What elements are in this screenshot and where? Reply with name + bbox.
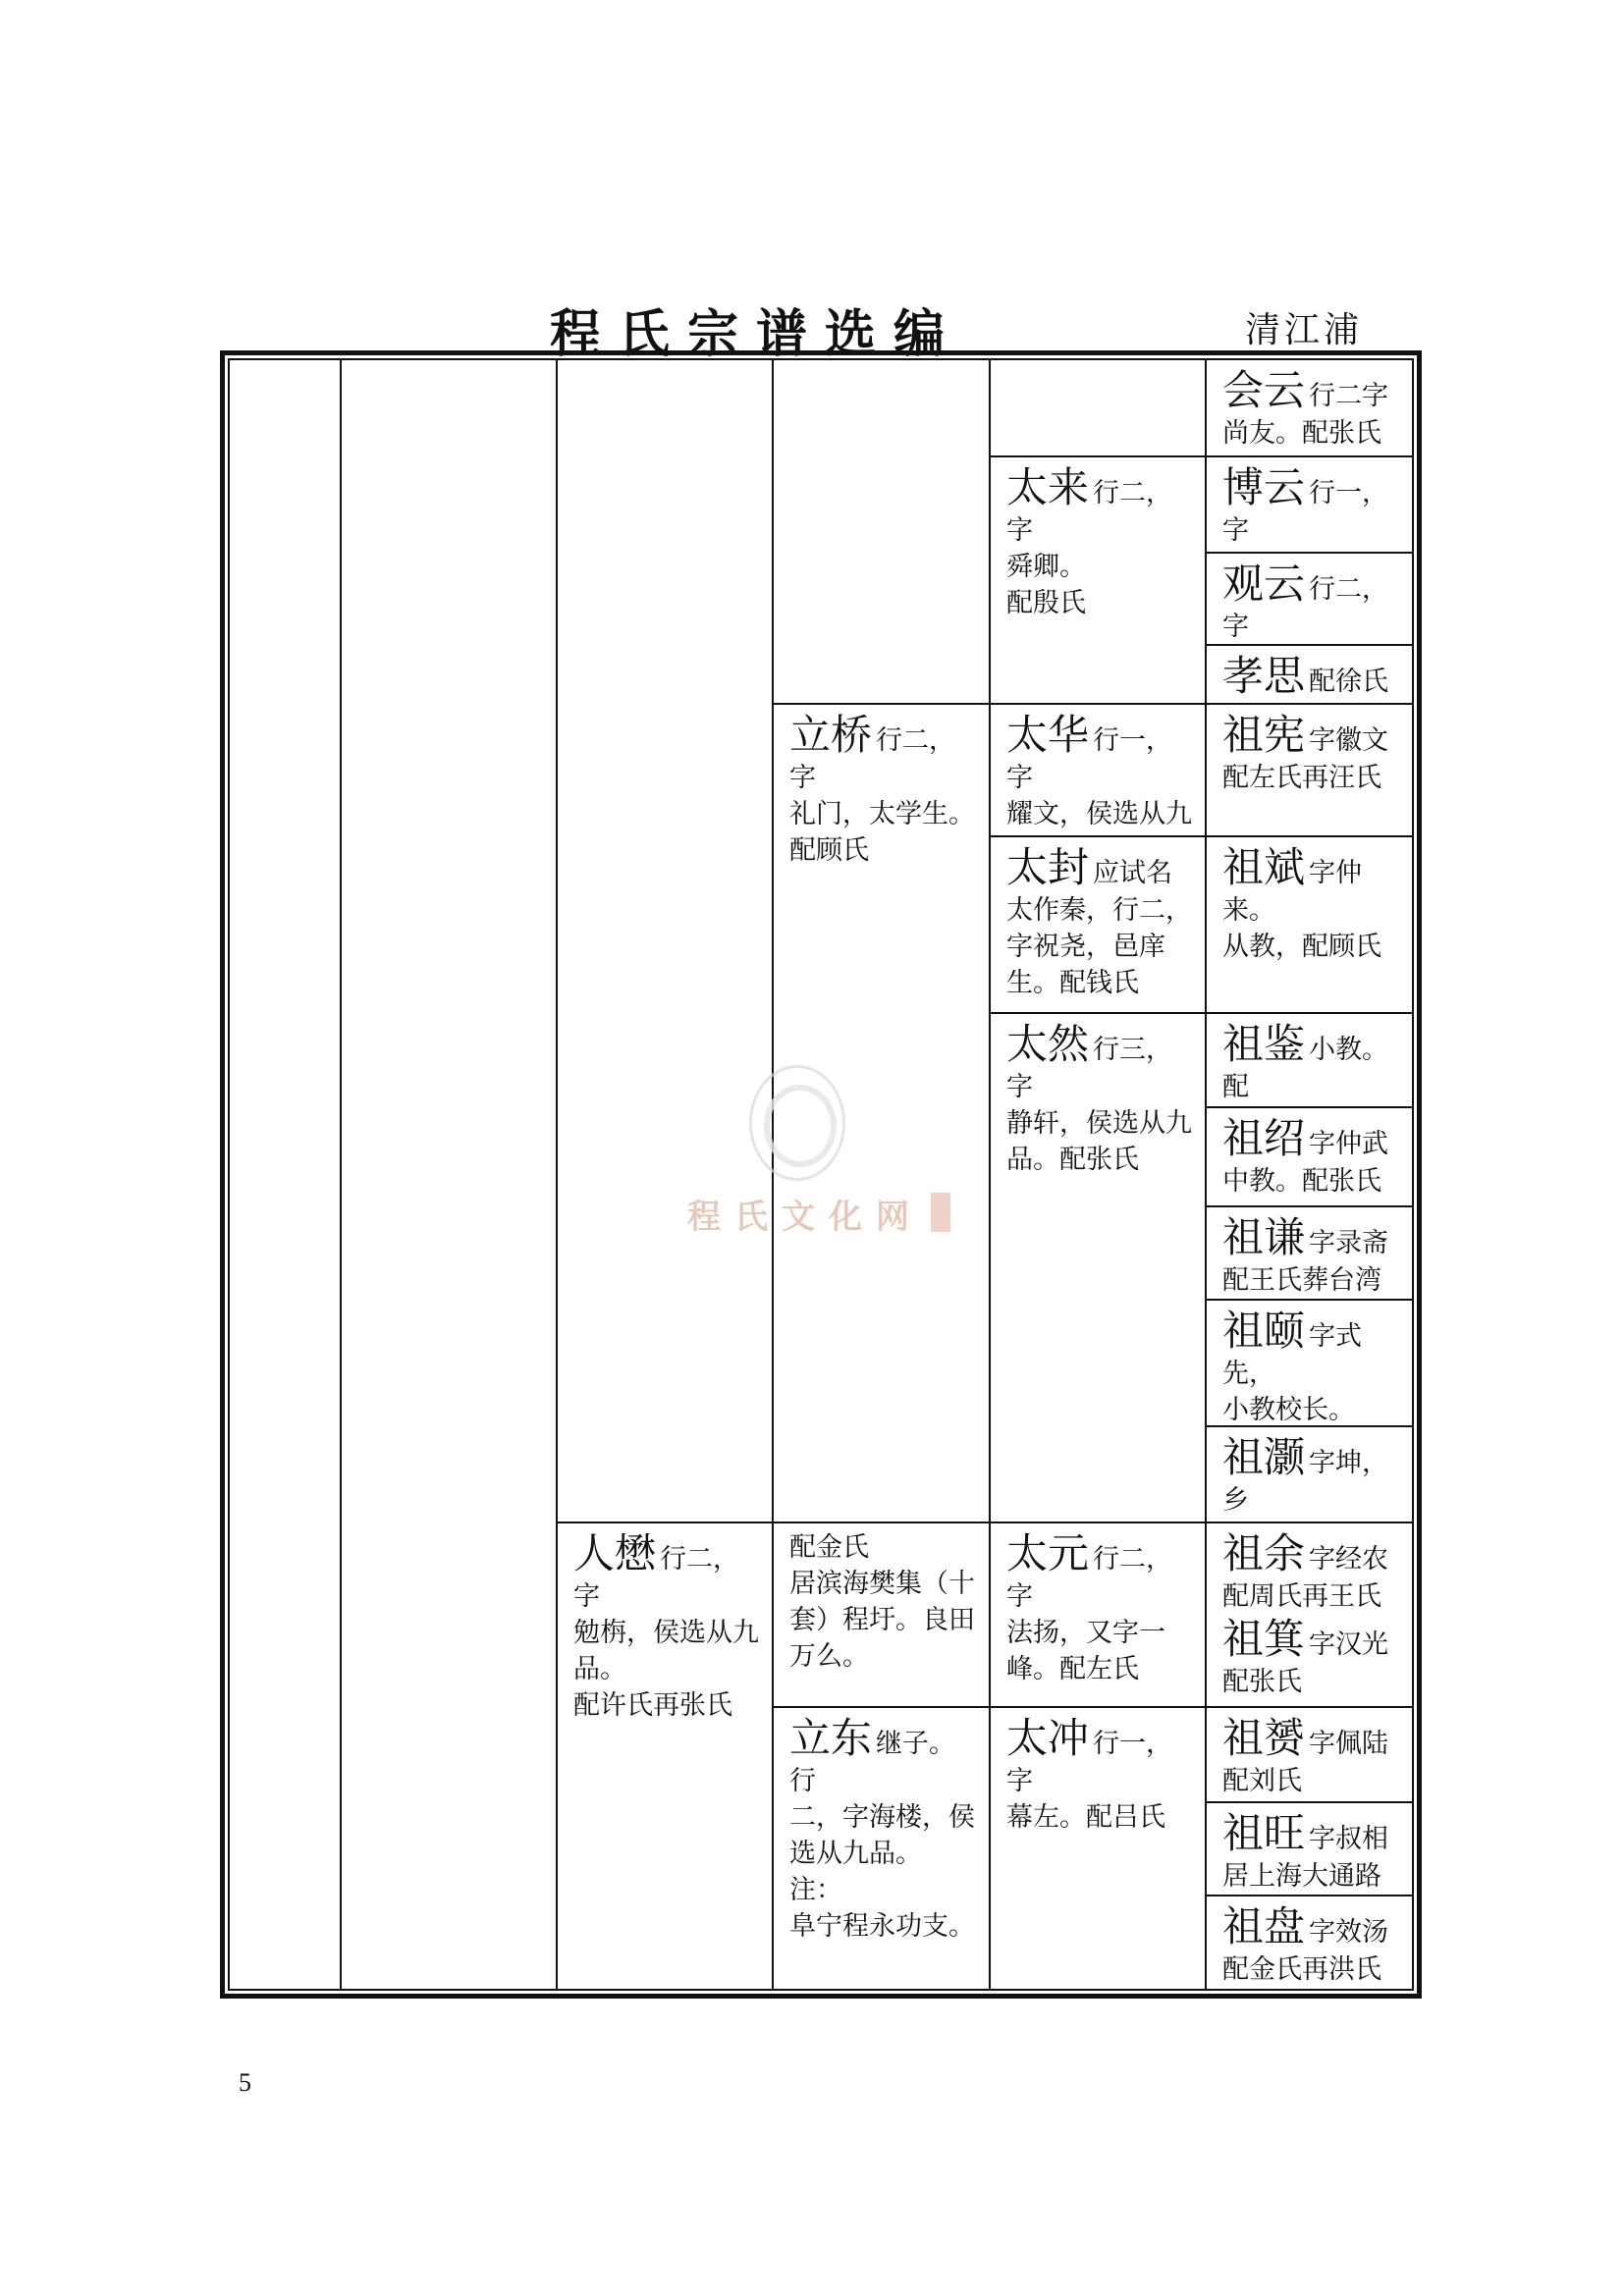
genealogy-entry (1207, 1896, 1414, 1989)
entry-line: 套）程圩。良田 (789, 1605, 975, 1635)
entry-line: 配张氏 (1222, 1667, 1302, 1697)
genealogy-entry (1207, 1427, 1414, 1522)
entry-name: 祖旺 (1222, 1809, 1306, 1857)
entry-name: 祖斌 (1222, 843, 1306, 891)
entry-line: 尚友。配张氏 (1222, 418, 1381, 449)
entry-detail: 行二，字 (1222, 574, 1389, 642)
genealogy-entry (1207, 360, 1414, 455)
genealogy-entry (1207, 1207, 1414, 1299)
entry-name: 会云 (1222, 366, 1306, 414)
entry-line: 品。 (573, 1654, 626, 1684)
entry-line: 太作秦，行二， (1006, 895, 1192, 926)
entry-detail: 小教。配 (1222, 1035, 1389, 1102)
genealogy-entry (1207, 457, 1414, 552)
genealogy-entry (1207, 1301, 1414, 1425)
genealogy-entry (991, 457, 1205, 703)
entry-detail: 行二字 (1309, 381, 1389, 411)
entry-detail: 字式先， (1222, 1321, 1363, 1389)
watermark-text: 程氏文化网 (687, 1198, 923, 1237)
entry-detail: 字录斋 (1309, 1228, 1389, 1258)
entry-line: 小教校长。 (1222, 1395, 1355, 1425)
genealogy-entry (1207, 554, 1414, 644)
entry-line (1222, 549, 1402, 552)
entry-line: 配左氏再汪氏 (1222, 763, 1381, 793)
entry-line: 配殷氏 (1006, 588, 1086, 618)
entry-name: 人懋 (573, 1529, 657, 1577)
genealogy-entry (774, 1708, 989, 1989)
entry-name: 祖余 (1222, 1529, 1306, 1577)
entry-line: 生。配钱氏 (1006, 968, 1139, 998)
entry-name: 立东 (789, 1714, 873, 1762)
entry-line: 选从九品。 (789, 1839, 922, 1869)
entry-detail: 行二，字 (1006, 1544, 1173, 1612)
entry-name: 祖绍 (1222, 1114, 1306, 1162)
watermark-stamp-icon (931, 1193, 950, 1232)
entry-line: 配王氏葬台湾 (1222, 1265, 1381, 1296)
entry-detail: 行一，字 (1006, 725, 1173, 793)
entry-detail: 字效汤 (1309, 1917, 1389, 1948)
genealogy-entry (1207, 1803, 1414, 1895)
entry-name: 祖宪 (1222, 711, 1306, 759)
entry-name: 太冲 (1006, 1714, 1090, 1762)
column-divider (340, 360, 342, 1989)
genealogy-entry (558, 1523, 772, 1989)
entry-name: 太然 (1006, 1020, 1090, 1068)
entry-line: 配顾氏 (789, 835, 869, 866)
entry-line: 静轩，侯选从九 (1006, 1108, 1192, 1139)
entry-line: 二，字海楼，侯 (789, 1802, 975, 1833)
entry-line: 法扬，又字一 (1006, 1618, 1165, 1648)
entry-detail: 字仲武 (1309, 1129, 1389, 1159)
entry-line: 居上海大通路 (1222, 1861, 1381, 1892)
entry-line: 勉栴，侯选从九 (573, 1618, 759, 1648)
entry-detail: 行三，字 (1006, 1035, 1173, 1102)
entry-detail: 行二，字 (789, 725, 956, 793)
entry-line: 居滨海樊集（十 (789, 1569, 975, 1599)
entry-line: 品。配张氏 (1006, 1145, 1139, 1175)
document-title: 程氏宗谱选编 (550, 305, 963, 364)
genealogy-entry (991, 1708, 1205, 1989)
entry-line (1006, 832, 1193, 835)
genealogy-entry (1207, 1108, 1414, 1205)
entry-detail: 行一，字 (1006, 1729, 1173, 1796)
genealogy-entry (1207, 646, 1414, 703)
entry-name: 祖颐 (1222, 1307, 1306, 1355)
genealogy-entry (1207, 1523, 1414, 1706)
entry-line: 配金氏再洪氏 (1222, 1954, 1381, 1985)
entry-detail: 配徐氏 (1309, 667, 1389, 697)
entry-name: 祖谦 (1222, 1213, 1306, 1261)
entry-line: 峰。配左氏 (1006, 1654, 1139, 1684)
entry-name: 祖鉴 (1222, 1020, 1306, 1068)
entry-detail: 字仲来。 (1222, 858, 1363, 926)
page-number: 5 (239, 2068, 251, 2097)
entry-line: 配周氏再王氏 (1222, 1581, 1381, 1612)
entry-name: 太华 (1006, 711, 1090, 759)
entry-detail: 应试名 (1093, 858, 1173, 888)
entry-line (1222, 1519, 1402, 1522)
entry-name: 立桥 (789, 711, 873, 759)
entry-line: 字祝尧，邑庠 (1006, 932, 1165, 962)
entry-detail: 行一，字 (1222, 478, 1389, 546)
entry-line: 配金氏 (789, 1532, 869, 1563)
entry-detail: 继子。行 (789, 1729, 956, 1796)
genealogy-entry (1207, 1014, 1414, 1106)
entry-line: 耀文，侯选从九 (1006, 799, 1192, 829)
entry-line (1222, 1105, 1402, 1106)
genealogy-entry (774, 1523, 989, 1706)
entry-detail: 字汉光 (1309, 1629, 1389, 1660)
entry-name: 祖灏 (1222, 1433, 1306, 1481)
entry-detail: 字佩陆 (1309, 1729, 1389, 1759)
genealogy-entry (1207, 705, 1414, 835)
entry-name: 太封 (1006, 843, 1090, 891)
entry-name: 祖箕 (1222, 1615, 1306, 1663)
entry-line: 舜卿。 (1006, 552, 1086, 582)
genealogy-entry (991, 837, 1205, 1012)
entry-detail: 字坤，乡 (1222, 1448, 1389, 1516)
entry-line: 配刘氏 (1222, 1766, 1302, 1796)
entry-name: 孝思 (1222, 652, 1306, 700)
entry-line: 礼门，太学生。 (789, 799, 975, 829)
watermark-seal-ring-icon (764, 1085, 837, 1167)
entry-line: 中教。配张氏 (1222, 1166, 1381, 1197)
genealogy-entry (991, 705, 1205, 835)
entry-detail: 字叔相 (1309, 1824, 1389, 1854)
entry-name: 观云 (1222, 560, 1306, 608)
genealogy-entry (991, 1523, 1205, 1706)
place-name: 清江浦 (1245, 310, 1364, 350)
entry-line: 配许氏再张氏 (573, 1690, 732, 1721)
entry-detail: 行二，字 (573, 1544, 740, 1612)
genealogy-entry (1207, 1708, 1414, 1801)
entry-name: 博云 (1222, 463, 1306, 511)
entry-name: 太来 (1006, 463, 1090, 511)
entry-line: 幕左。配吕氏 (1006, 1802, 1165, 1833)
entry-name: 祖赟 (1222, 1714, 1306, 1762)
entry-line: 从教，配顾氏 (1222, 932, 1381, 962)
entry-detail: 字经农 (1309, 1544, 1389, 1575)
genealogy-entry (1207, 837, 1414, 1012)
entry-detail: 字徽文 (1309, 725, 1389, 756)
entry-line: 万么。 (789, 1641, 869, 1672)
entry-detail: 行二，字 (1006, 478, 1173, 546)
entry-name: 太元 (1006, 1529, 1090, 1577)
entry-line: 注： (789, 1875, 842, 1905)
entry-name: 祖盘 (1222, 1902, 1306, 1950)
entry-line: 阜宁程永功支。 (789, 1911, 975, 1942)
genealogy-entry (991, 1014, 1205, 1522)
